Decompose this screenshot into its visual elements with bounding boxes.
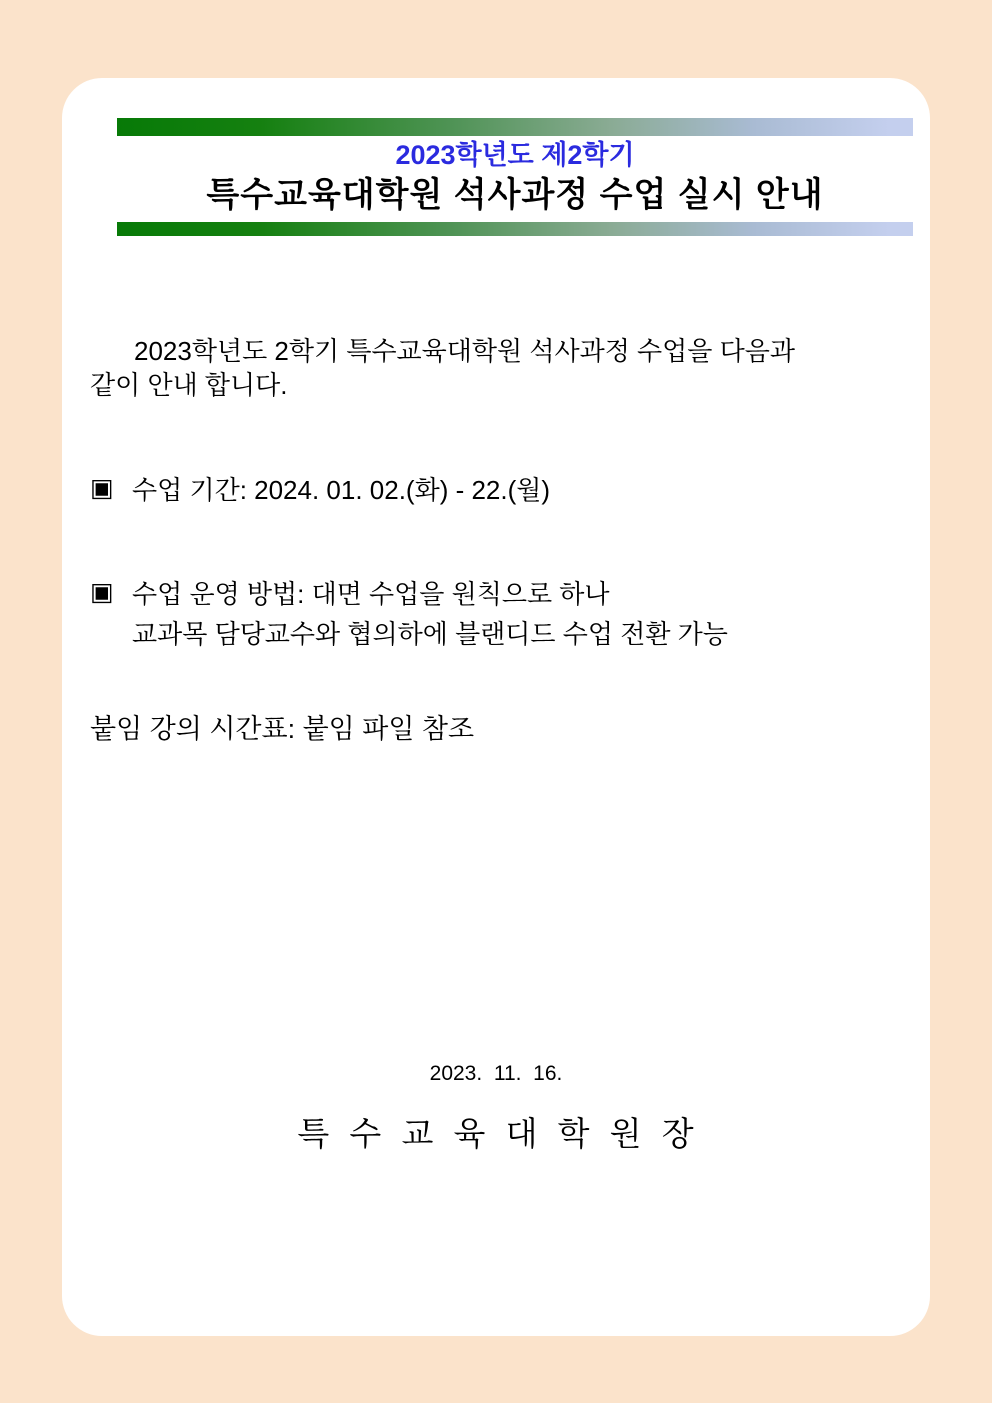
notice-header bbox=[117, 118, 913, 236]
signature-title: 특 수 교 육 대 학 원 장 bbox=[297, 1115, 695, 1152]
bullet-item-class-period bbox=[90, 470, 904, 510]
attachment-note: 붙임 강의 시간표: 붙임 파일 참조 bbox=[90, 714, 475, 744]
bullet-item-class-method bbox=[90, 574, 904, 654]
header-subtitle: 2023학년도 제2학기 bbox=[395, 140, 635, 170]
class-method-line-1: 수업 운영 방법: 대면 수업을 원칙으로 하나 bbox=[132, 579, 610, 609]
class-period-text: 수업 기간: 2024. 01. 02.(화) - 22.(월) bbox=[132, 475, 551, 505]
header-gradient-bar-bottom bbox=[117, 222, 913, 236]
intro-line-2: 같이 안내 합니다. bbox=[90, 370, 288, 400]
class-method-text bbox=[132, 574, 728, 654]
page-title: 특수교육대학원 석사과정 수업 실시 안내 bbox=[206, 176, 824, 214]
square-bullet-icon: ▣ bbox=[90, 474, 114, 502]
issue-date: 2023. 11. 16. bbox=[429, 1062, 563, 1085]
header-gradient-bar-top bbox=[117, 118, 913, 136]
notice-card bbox=[62, 78, 930, 1336]
square-bullet-icon: ▣ bbox=[90, 578, 114, 606]
intro-paragraph bbox=[90, 334, 904, 402]
intro-line-1: 2023학년도 2학기 특수교육대학원 석사과정 수업을 다음과 bbox=[134, 336, 795, 366]
class-method-line-2: 교과목 담당교수와 협의하에 블랜디드 수업 전환 가능 bbox=[132, 619, 728, 649]
